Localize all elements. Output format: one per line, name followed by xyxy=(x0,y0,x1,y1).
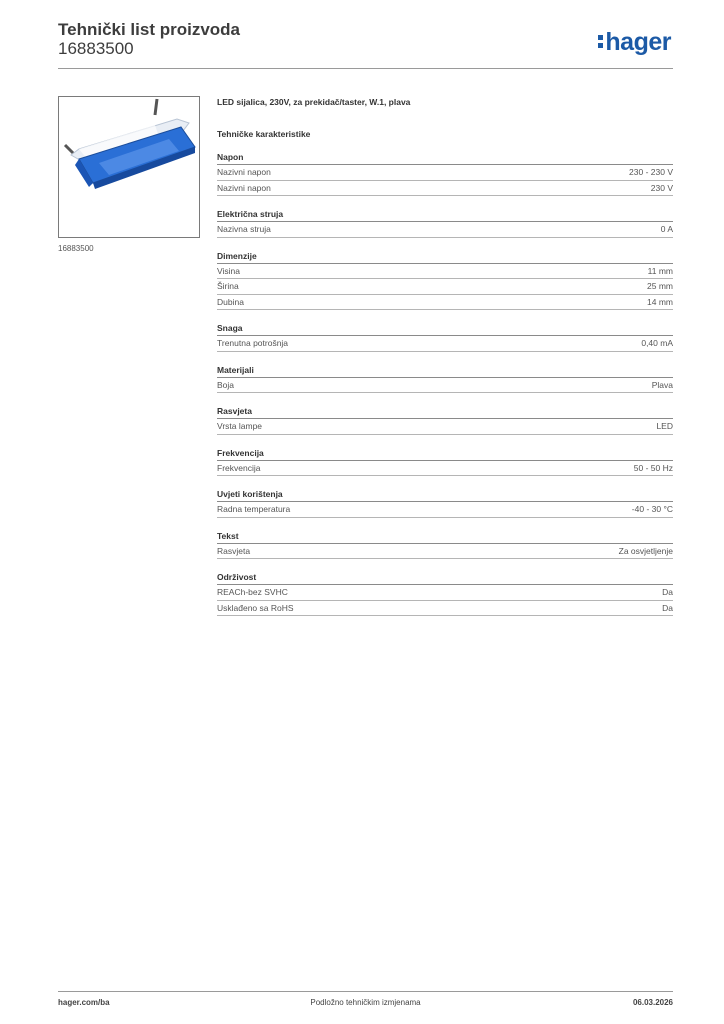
spec-value: -40 - 30 °C xyxy=(631,504,673,514)
spec-row xyxy=(217,544,673,560)
spec-label: Rasvjeta xyxy=(217,545,251,556)
group-title: Napon xyxy=(217,150,673,165)
spec-label: Dubina xyxy=(217,296,244,307)
group-tekst xyxy=(217,529,673,560)
image-caption: 16883500 xyxy=(58,244,94,253)
spec-row xyxy=(217,461,673,477)
spec-row xyxy=(217,601,673,617)
spec-value: Za osvjetljenje xyxy=(618,545,673,556)
spec-value: Plava xyxy=(651,379,673,390)
spec-label: Usklađeno sa RoHS xyxy=(217,602,294,613)
spec-row xyxy=(217,181,673,197)
product-description: LED sijalica, 230V, za prekidač/taster, W.1, plava xyxy=(217,97,411,107)
spec-value: 25 mm xyxy=(647,281,673,291)
spec-value: 50 - 50 Hz xyxy=(633,462,673,473)
group-title: Tekst xyxy=(217,529,673,544)
logo-text: hager xyxy=(605,28,671,56)
spec-row xyxy=(217,502,673,518)
group-materijali xyxy=(217,363,673,394)
spec-label: Frekvencija xyxy=(217,462,261,473)
spec-label: Visina xyxy=(217,265,240,276)
spec-row xyxy=(217,279,673,295)
spec-label: Nazivni napon xyxy=(217,182,271,193)
spec-label: Nazivni napon xyxy=(217,167,271,177)
group-title: Uvjeti korištenja xyxy=(217,487,673,502)
spec-value: 230 - 230 V xyxy=(629,167,673,177)
spec-row xyxy=(217,264,673,280)
characteristics-heading: Tehničke karakteristike xyxy=(217,129,311,139)
spec-row xyxy=(217,165,673,181)
spec-row xyxy=(217,585,673,601)
group-title: Snaga xyxy=(217,321,673,336)
led-lamp-icon xyxy=(59,97,199,237)
group-title: Materijali xyxy=(217,363,673,378)
page-header xyxy=(58,20,673,70)
group-rasvjeta xyxy=(217,404,673,435)
footer-date: 06.03.2026 xyxy=(632,998,673,1007)
spec-row xyxy=(217,419,673,435)
group-elektricna-struja xyxy=(217,207,673,238)
spec-value: 0 A xyxy=(660,224,673,234)
spec-row xyxy=(217,336,673,352)
group-title: Rasvjeta xyxy=(217,404,673,419)
product-image xyxy=(58,96,200,238)
spec-label: Radna temperatura xyxy=(217,504,291,514)
group-title: Održivost xyxy=(217,570,673,585)
spec-row xyxy=(217,295,673,311)
spec-row xyxy=(217,378,673,394)
spec-value: 230 V xyxy=(650,182,673,193)
footer-divider xyxy=(58,991,673,992)
group-title: Frekvencija xyxy=(217,446,673,461)
header-divider xyxy=(58,68,673,69)
spec-label: Vrsta lampe xyxy=(217,421,263,431)
group-uvjeti-koristenja xyxy=(217,487,673,518)
spec-value: 14 mm xyxy=(647,296,673,307)
product-content xyxy=(217,96,673,627)
group-title: Dimenzije xyxy=(217,249,673,264)
group-odrzivost xyxy=(217,570,673,616)
spec-label: Širina xyxy=(217,281,239,291)
footer-website-link[interactable]: hager.com/ba xyxy=(58,998,110,1007)
spec-label: Trenutna potrošnja xyxy=(217,338,289,348)
spec-value: LED xyxy=(656,421,673,431)
group-snaga xyxy=(217,321,673,352)
group-title: Električna struja xyxy=(217,207,673,222)
document-title: Tehnički list proizvoda xyxy=(58,20,240,39)
spec-row xyxy=(217,222,673,238)
spec-value: Da xyxy=(662,602,673,613)
spec-value: 11 mm xyxy=(647,265,673,276)
group-napon xyxy=(217,150,673,196)
spec-label: Nazivna struja xyxy=(217,224,271,234)
document-number: 16883500 xyxy=(58,39,134,58)
spec-label: Boja xyxy=(217,379,235,390)
group-dimenzije xyxy=(217,249,673,311)
spec-label: REACh-bez SVHC xyxy=(217,587,288,597)
spec-value: Da xyxy=(662,587,673,597)
group-frekvencija xyxy=(217,446,673,477)
footer-note: Podložno tehničkim izmjenama xyxy=(310,998,421,1007)
logo-colon-icon xyxy=(598,34,603,50)
hager-logo xyxy=(598,28,671,57)
spec-value: 0,40 mA xyxy=(641,338,673,348)
